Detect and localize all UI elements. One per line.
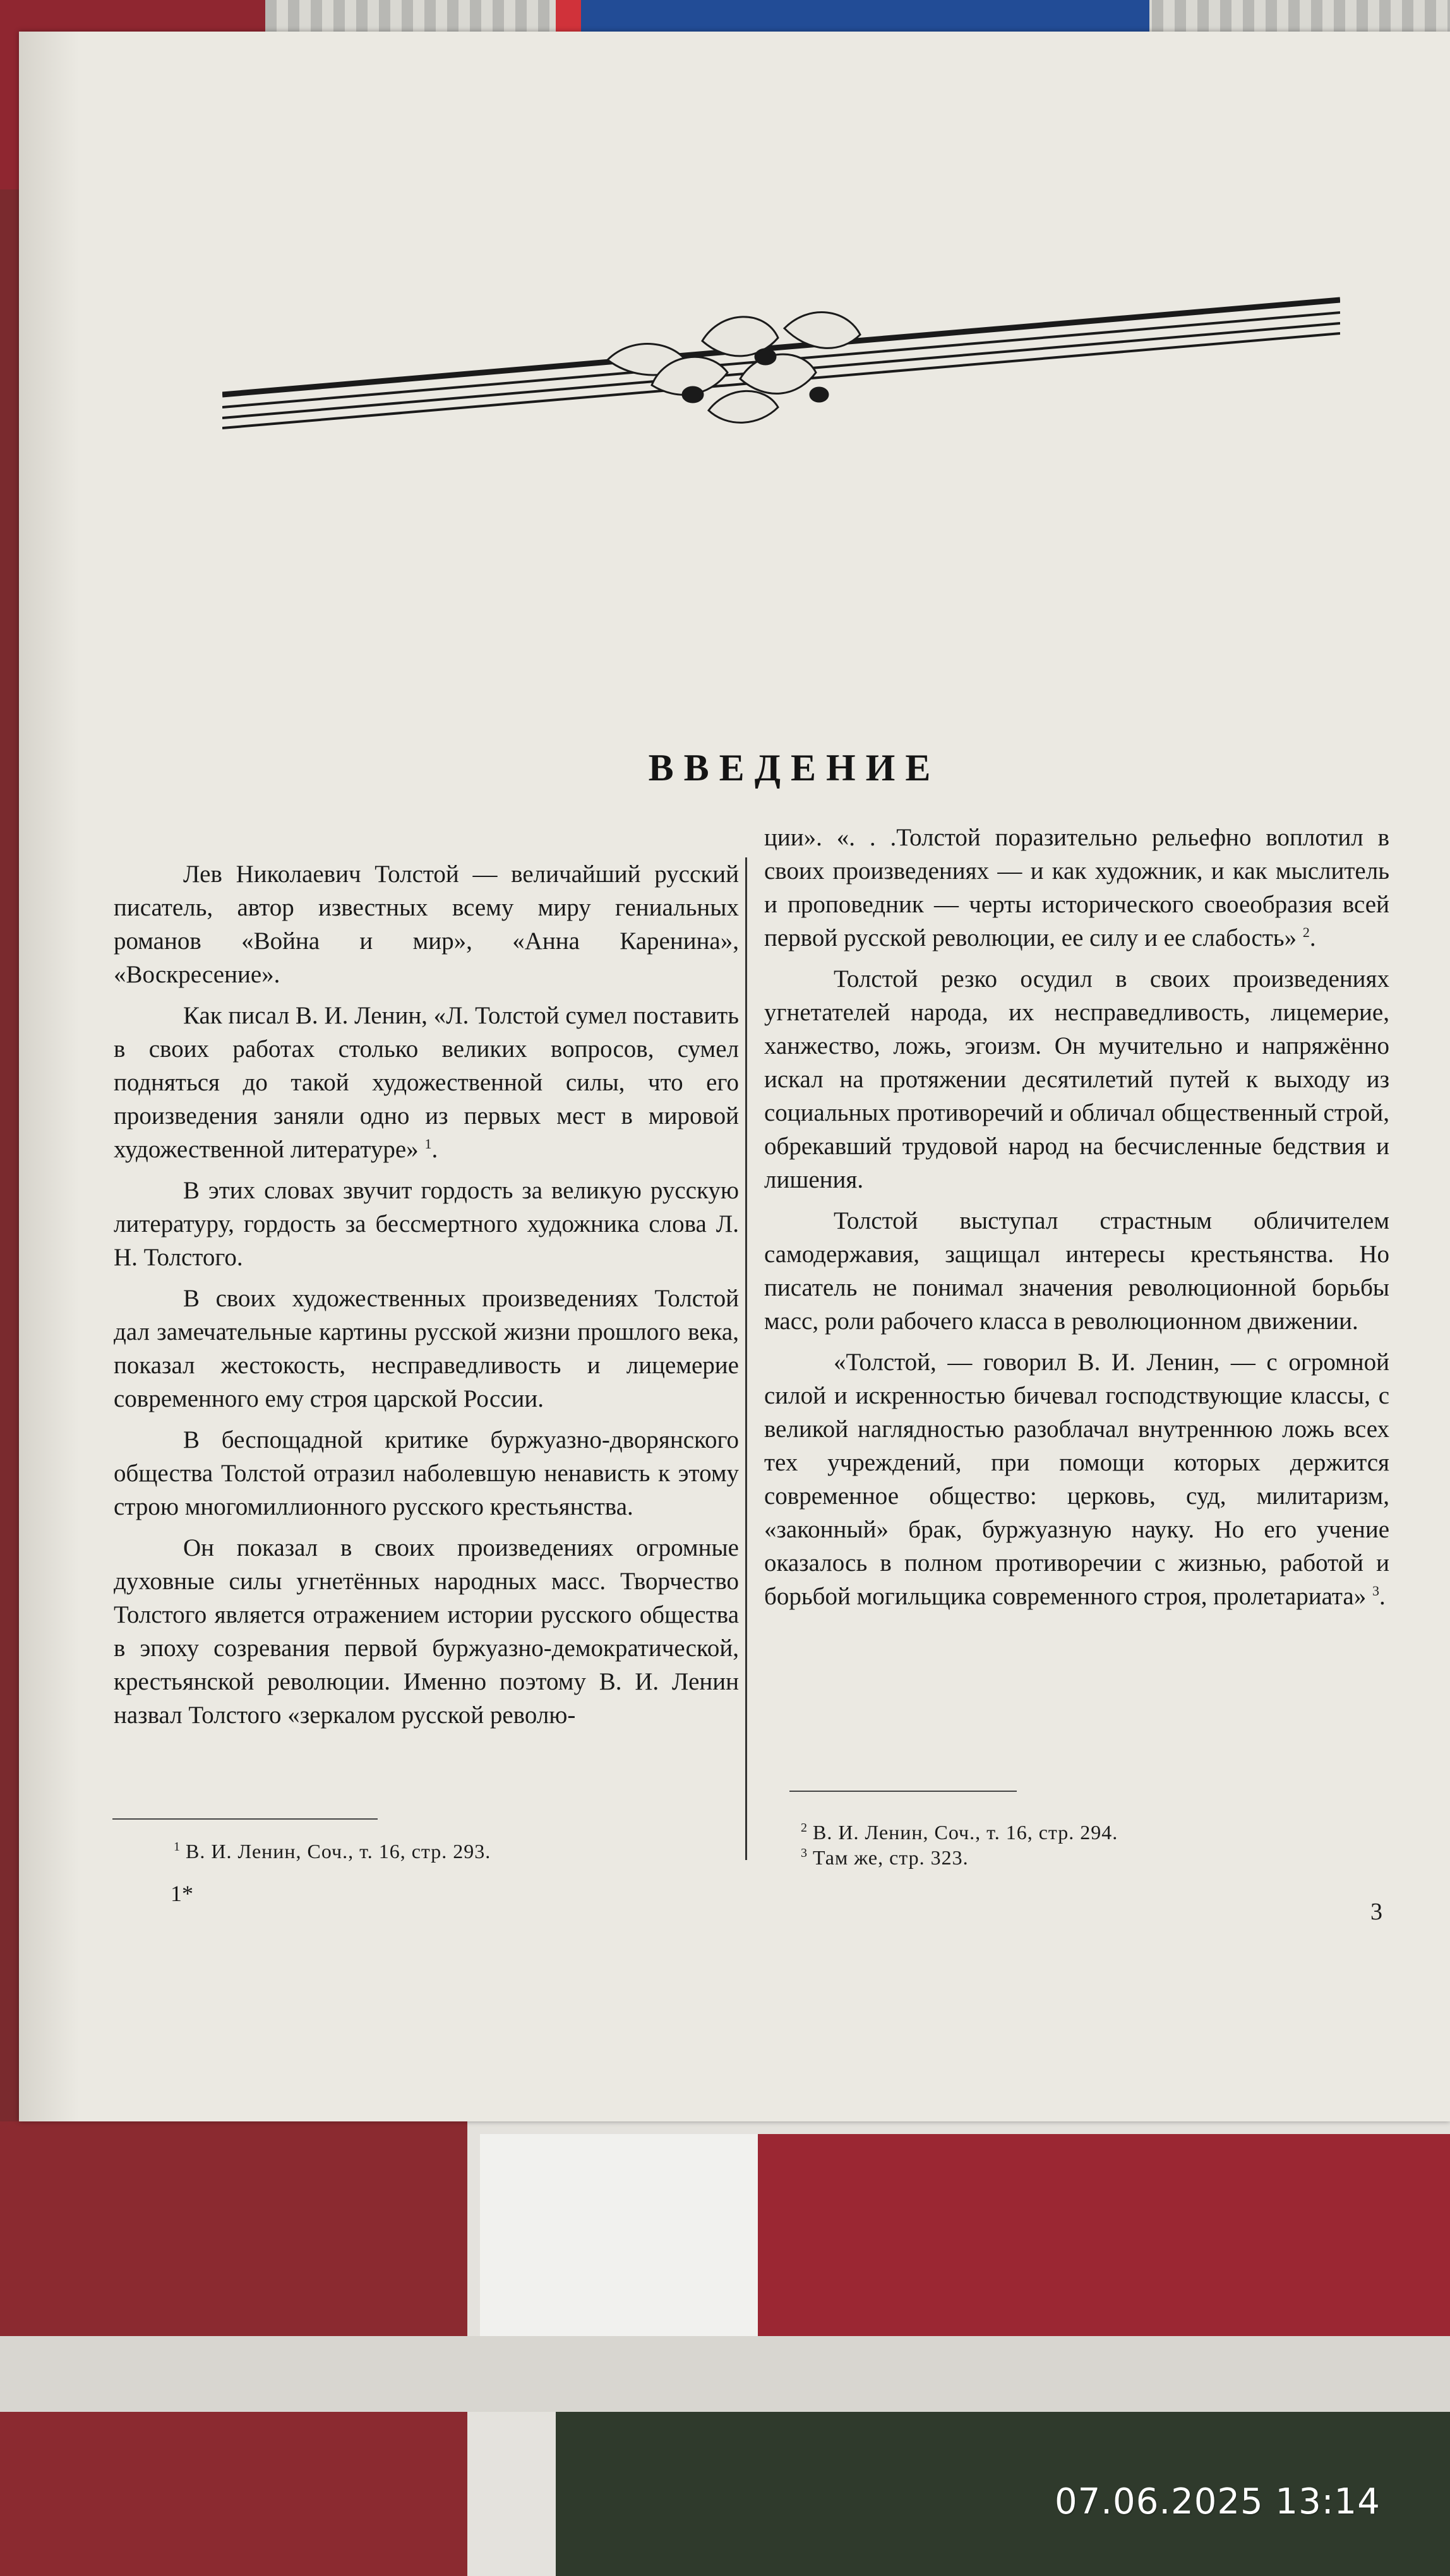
footnote-3: $^3$ Там же, стр. 323. (801, 1846, 969, 1869)
paragraph: ции». «. . .Толстой поразительно рельефно воплотил в своих произведениях — и как художник, и как мыслитель и проповедник — черты исторического своеобразия всей первой русской революции, ее силу и ее слабость» $^2$. (764, 824, 1389, 951)
paragraph: «Толстой, — говорил В. И. Ленин, — с огромной силой и искренностью бичевал господствующие классы, с великой наглядностью разоблачал внутреннюю ложь всех тех учреждений, при помощи которых держится современное общество: церковь, суд, милитаризм, «законный» брак, буржуазную науку. Но его учение оказалось в полном противоречии с жизнью, работой и борьбой могильщика современного строя, пролетариата» $^3$. (764, 1349, 1389, 1610)
background-red-book-right (758, 2134, 1450, 2342)
footnote-ref: 2 (1302, 924, 1310, 940)
photo-timestamp: 07.06.2025 13:14 (1055, 2481, 1381, 2522)
footnote-1: $^1$ В. И. Ленин, Соч., т. 16, стр. 293. (174, 1840, 491, 1863)
background-shelf (0, 2336, 1450, 2412)
paragraph: Как писал В. И. Ленин, «Л. Толстой сумел поставить в своих работах столько великих вопросов, сумел подняться до такой художественной силы, что его произведения заняли одно из первых мест в мировой художественной литературе» $^1$. (114, 1002, 740, 1163)
paragraph: Толстой резко осудил в своих произведениях угнетателей народа, их несправедливость, лицемерие, ханжество, ложь, эгоизм. Он мучительно и напряжённо искал на протяжении десятилетий путей к выходу из социальных противоречий и обличал общественный строй, обрекавший трудовой народ на бесчисленные бедствия и лишения. (764, 965, 1389, 1193)
paragraph: Он показал в своих произведениях огромные духовные силы угнетённых народных масс. Творчество Толстого является отражением истории русского общества в эпоху созревания первой буржуазно-демократической, крестьянской революции. Именно поэтому В. И. Ленин назвал Толстого «зеркалом русской револю- (114, 1534, 739, 1729)
paragraph: В этих словах звучит гордость за великую русскую литературу, гордость за бессмертного художника слова Л. Н. Толстого. (114, 1177, 739, 1271)
right-column (764, 821, 1389, 1613)
paragraph: В своих художественных произведениях Толстой дал замечательные картины русской жизни прошлого века, показал жестокость, несправедливость и лицемерие современного ему строя царской России. (114, 1285, 739, 1412)
paragraph: Толстой выступал страстным обличителем самодержавия, защищал интересы крестьянства. Но писатель не понимал значения революционной борьбы масс, роли рабочего класса в революционном движении. (764, 1207, 1389, 1335)
laurel-ornament (222, 284, 1340, 455)
footnote-rule (112, 1818, 378, 1820)
footnote-2: $^2$ В. И. Ленин, Соч., т. 16, стр. 294. (801, 1821, 1118, 1844)
paragraph: В беспощадной критике буржуазно-дворянского общества Толстой отразил наболевшую ненависть к этому строю многомиллионного русского крестьянства. (114, 1426, 739, 1520)
background-white-box (480, 2134, 758, 2336)
book-page (19, 32, 1450, 2121)
footnote-rule (789, 1791, 1017, 1792)
column-divider (745, 857, 747, 1860)
printer-signature-mark: 1* (171, 1881, 193, 1906)
page-number: 3 (1370, 1899, 1382, 1925)
footnote-ref: 1 (424, 1136, 432, 1152)
page-title: ВВЕДЕНИЕ (648, 747, 941, 789)
page-binding-shadow (19, 32, 79, 2121)
footnote-ref: 3 (1372, 1583, 1379, 1599)
left-column (114, 857, 739, 1732)
paragraph: Лев Николаевич Толстой — величайший русский писатель, автор известных всему миру гениальных романов «Война и мир», «Анна Каренина», «Воскресение». (114, 861, 739, 988)
